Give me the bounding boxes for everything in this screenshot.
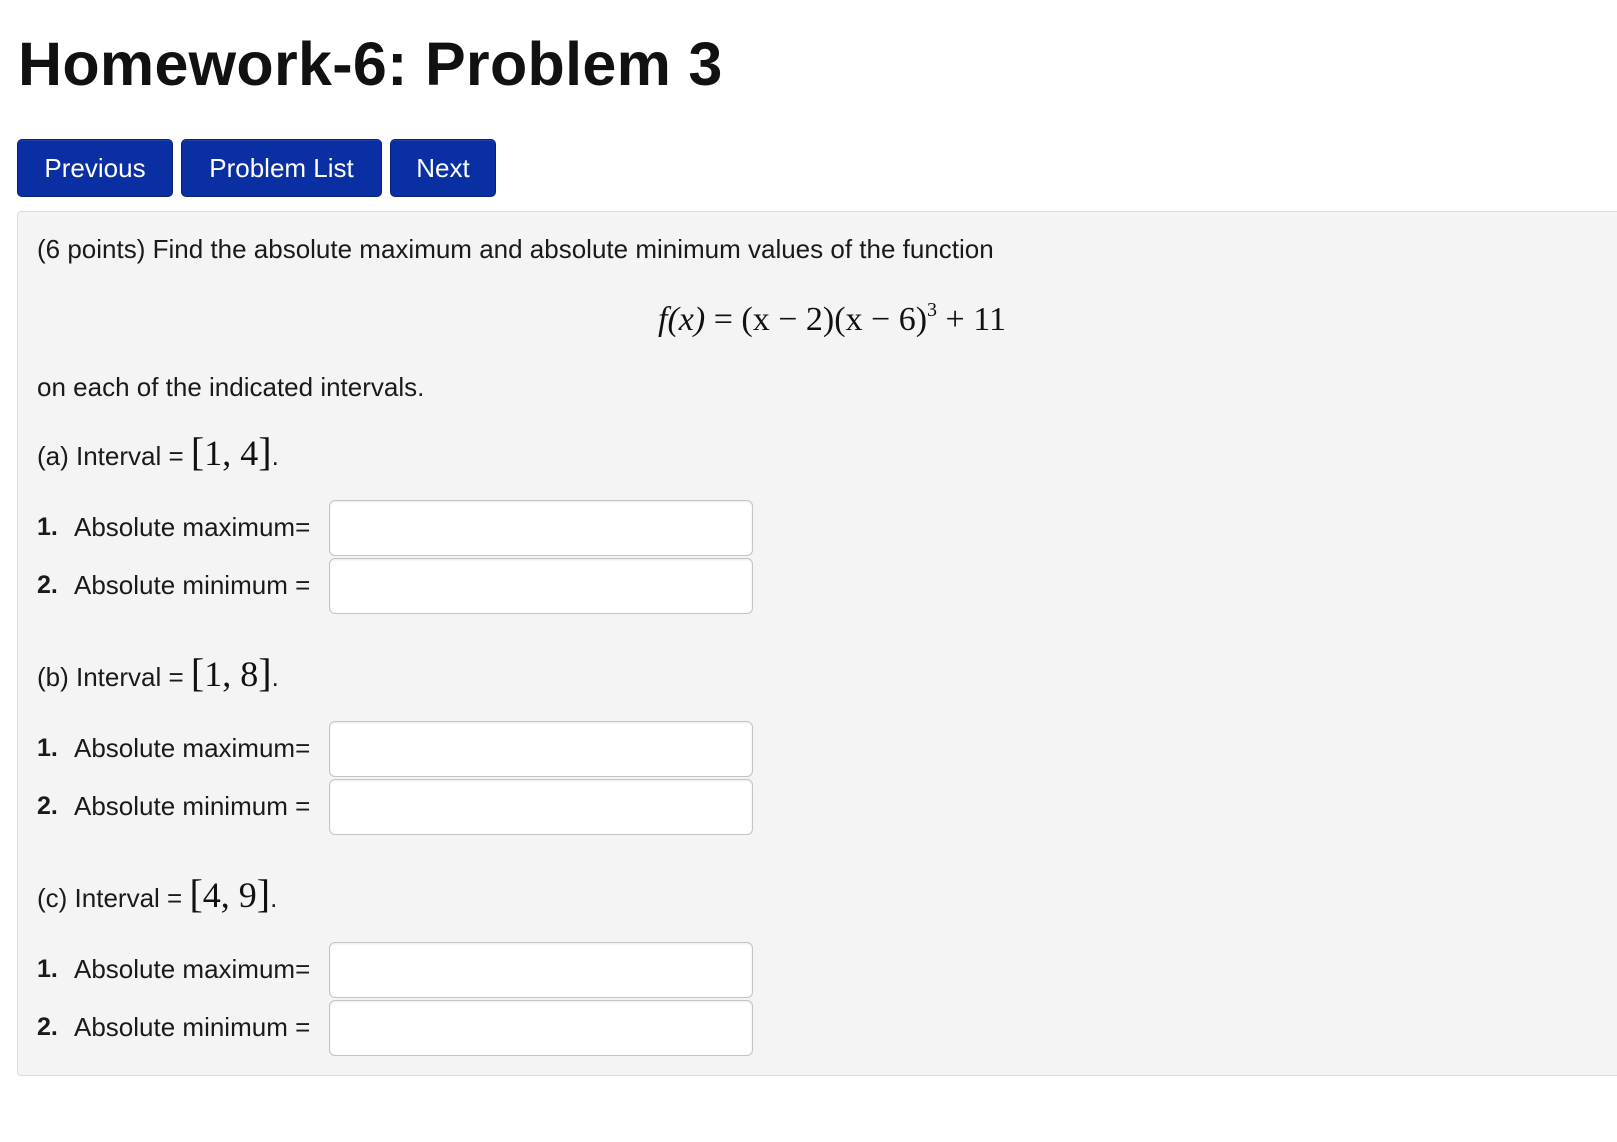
formula-equals: = [705, 301, 742, 338]
formula-lhs: f(x) [658, 301, 706, 338]
part-c-interval-math: [4, 9] [189, 871, 271, 916]
part-b-absolute-minimum-input[interactable] [329, 779, 753, 835]
problem-panel [17, 211, 1617, 1076]
part-c-absolute-maximum-input[interactable] [329, 942, 753, 998]
part-a-interval: (a) Interval = [1, 4]. [37, 429, 279, 474]
problem-list-button[interactable]: Problem List [181, 139, 382, 197]
function-formula [658, 298, 1006, 342]
answer-number: 1. [37, 734, 58, 762]
page-title: Homework-6: Problem 3 [18, 30, 723, 98]
part-a-interval-math: [1, 4] [190, 429, 272, 474]
previous-button[interactable]: Previous [17, 139, 173, 197]
part-b-interval: (b) Interval = [1, 8]. [37, 650, 279, 695]
formula-exponent: 3 [927, 299, 938, 321]
answer-number: 1. [37, 513, 58, 541]
answer-label: Absolute maximum= [74, 954, 311, 984]
answer-number: 1. [37, 955, 58, 983]
answer-label: Absolute minimum = [74, 791, 311, 821]
answer-number: 2. [37, 571, 58, 599]
part-a-label: (a) Interval = [37, 441, 191, 471]
part-c-absolute-minimum-input[interactable] [329, 1000, 753, 1056]
part-b-interval-math: [1, 8] [190, 650, 272, 695]
part-b-absolute-maximum-input[interactable] [329, 721, 753, 777]
part-c-label: (c) Interval = [37, 883, 190, 913]
answer-number: 2. [37, 792, 58, 820]
part-b-label: (b) Interval = [37, 662, 191, 692]
answer-label: Absolute minimum = [74, 1012, 311, 1042]
part-c-interval: (c) Interval = [4, 9]. [37, 871, 278, 916]
answer-label: Absolute maximum= [74, 512, 311, 542]
next-button[interactable]: Next [390, 139, 496, 197]
part-a-absolute-maximum-input[interactable] [329, 500, 753, 556]
formula-factor-2: (x − 6) [834, 301, 928, 338]
formula-constant: + 11 [937, 301, 1006, 338]
answer-label: Absolute maximum= [74, 733, 311, 763]
problem-statement-tail: on each of the indicated intervals. [37, 372, 425, 402]
problem-statement: (6 points) Find the absolute maximum and absolute minimum values of the function [37, 234, 994, 264]
answer-label: Absolute minimum = [74, 570, 311, 600]
part-a-absolute-minimum-input[interactable] [329, 558, 753, 614]
formula-factor-1: (x − 2) [741, 301, 835, 338]
answer-number: 2. [37, 1013, 58, 1041]
